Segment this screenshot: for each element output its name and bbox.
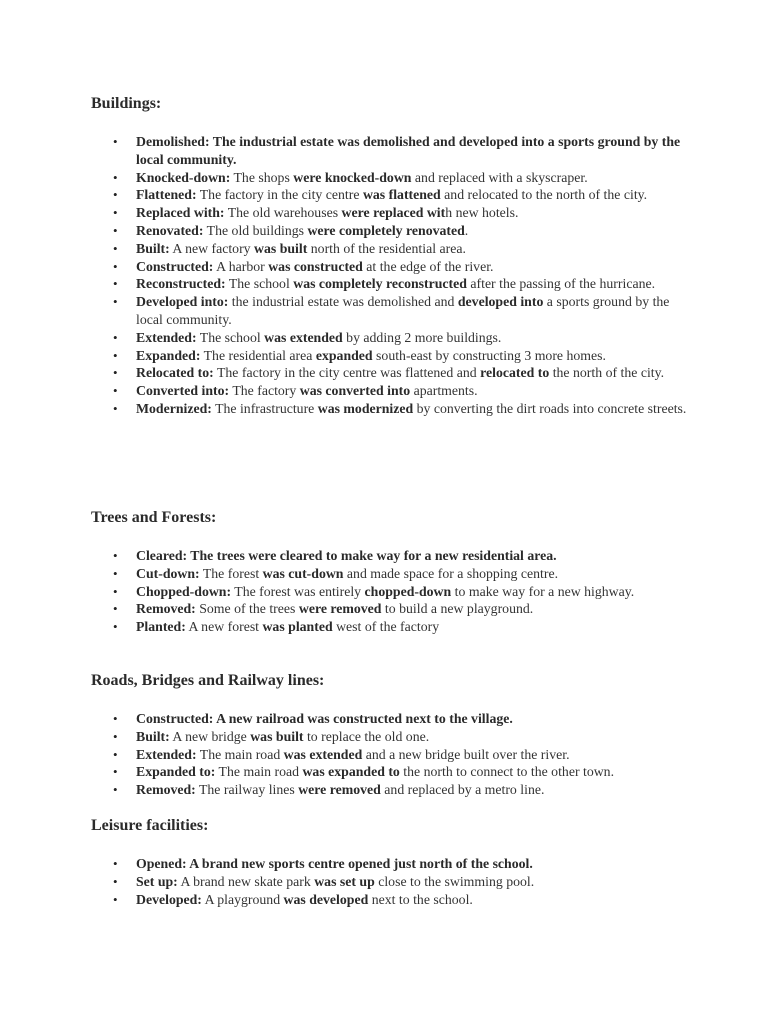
bold-text: Demolished: The industrial estate was demolished and developed into a sports ground by the local community. bbox=[136, 134, 681, 167]
bold-text: was cut-down bbox=[262, 565, 344, 581]
bold-text: Set up: bbox=[136, 873, 178, 889]
bold-text: Developed: bbox=[136, 891, 202, 907]
body-text: The main road bbox=[215, 764, 303, 780]
bold-text: were replaced wit bbox=[341, 205, 446, 221]
bold-text: was flattened bbox=[362, 187, 441, 203]
bold-text: was built bbox=[250, 728, 304, 744]
bullet-list bbox=[91, 855, 691, 908]
body-text: apartments. bbox=[410, 383, 478, 399]
body-text: next to the school. bbox=[368, 891, 473, 907]
body-text: Some of the trees bbox=[195, 601, 299, 617]
bold-text: Built: bbox=[136, 240, 170, 256]
bold-text: Expanded to: bbox=[136, 764, 216, 780]
bold-text: expanded bbox=[315, 347, 373, 363]
bold-text: was set up bbox=[314, 873, 375, 889]
body-text: The old buildings bbox=[203, 222, 308, 238]
body-text: The residential area bbox=[200, 347, 316, 363]
body-text: A brand new skate park bbox=[177, 873, 315, 889]
bold-text: was extended bbox=[264, 329, 343, 345]
section-heading: Trees and Forests: bbox=[91, 509, 217, 526]
list-item bbox=[91, 275, 691, 293]
body-text: The main road bbox=[196, 746, 284, 762]
body-text: . bbox=[464, 222, 469, 238]
bold-text: was completely reconstructed bbox=[293, 276, 467, 292]
list-item bbox=[91, 169, 691, 187]
bold-text: was extended bbox=[283, 746, 363, 762]
body-text: by adding 2 more buildings. bbox=[342, 329, 502, 345]
body-text: to build a new playground. bbox=[381, 601, 534, 617]
body-text: A new bridge bbox=[169, 728, 251, 744]
body-text: the industrial estate was demolished and bbox=[228, 294, 458, 310]
section-roads-bridges-railway bbox=[91, 671, 691, 799]
bold-text: was built bbox=[254, 240, 308, 256]
bold-text: was modernized bbox=[317, 400, 414, 416]
list-item bbox=[91, 873, 691, 891]
section-heading: Leisure facilities: bbox=[91, 817, 209, 834]
body-text: The factory in the city centre was flattened and bbox=[213, 365, 481, 381]
bold-text: were knocked-down bbox=[293, 169, 412, 185]
list-item bbox=[91, 891, 691, 909]
list-item bbox=[91, 364, 691, 382]
section-trees-and-forests bbox=[91, 508, 691, 636]
bold-text: Chopped-down: bbox=[136, 583, 232, 599]
bold-text: Converted into: bbox=[136, 383, 230, 399]
bold-text: Extended: bbox=[136, 329, 197, 345]
bold-text: was developed bbox=[283, 891, 369, 907]
body-text: to make way for a new highway. bbox=[451, 583, 635, 599]
bold-text: was planted bbox=[262, 619, 333, 635]
list-item bbox=[91, 293, 691, 329]
body-text: The shops bbox=[230, 169, 294, 185]
body-text: and replaced by a metro line. bbox=[380, 782, 545, 798]
bold-text: Constructed: A new railroad was constructed next to the village. bbox=[136, 711, 513, 726]
list-item bbox=[91, 763, 691, 781]
body-text: and a new bridge built over the river. bbox=[362, 746, 570, 762]
bold-text: Developed into: bbox=[136, 294, 229, 310]
bold-text: developed into bbox=[457, 294, 544, 310]
bold-text: Constructed: bbox=[136, 258, 214, 274]
bold-text: Extended: bbox=[136, 746, 197, 762]
body-text: the north to connect to the other town. bbox=[399, 764, 615, 780]
bold-text: Flattened: bbox=[136, 187, 197, 203]
list-item bbox=[91, 746, 691, 764]
bold-text: Cleared: The trees were cleared to make way for a new residential area. bbox=[136, 548, 557, 563]
bold-text: was expanded to bbox=[302, 764, 400, 780]
bold-text: Knocked-down: bbox=[136, 169, 231, 185]
list-item bbox=[91, 258, 691, 276]
list-item bbox=[91, 618, 691, 636]
list-item bbox=[91, 710, 691, 728]
list-item bbox=[91, 222, 691, 240]
body-text: A new forest bbox=[185, 619, 263, 635]
list-item bbox=[91, 565, 691, 583]
bullet-list bbox=[91, 547, 691, 636]
bold-text: Removed: bbox=[136, 782, 196, 798]
bold-text: Removed: bbox=[136, 601, 196, 617]
section-heading: Buildings: bbox=[91, 95, 162, 112]
body-text: and relocated to the north of the city. bbox=[440, 187, 648, 203]
bullet-list bbox=[91, 133, 691, 418]
list-item bbox=[91, 240, 691, 258]
bullet-list bbox=[91, 710, 691, 799]
bold-text: Opened: A brand new sports centre opened just north of the school. bbox=[136, 856, 533, 871]
list-item bbox=[91, 133, 691, 169]
body-text: at the edge of the river. bbox=[362, 258, 494, 274]
list-item bbox=[91, 400, 691, 418]
body-text: by converting the dirt roads into concrete streets. bbox=[413, 400, 687, 416]
bold-text: Built: bbox=[136, 728, 170, 744]
section-leisure-facilities bbox=[91, 816, 691, 908]
bold-text: Renovated: bbox=[136, 222, 204, 238]
body-text: The factory in the city centre bbox=[196, 187, 363, 203]
body-text: north of the residential area. bbox=[307, 240, 466, 256]
body-text: west of the factory bbox=[332, 619, 440, 635]
list-item bbox=[91, 855, 691, 873]
body-text: the north of the city. bbox=[549, 365, 665, 381]
bold-text: Relocated to: bbox=[136, 365, 214, 381]
list-item bbox=[91, 382, 691, 400]
body-text: and made space for a shopping centre. bbox=[343, 565, 559, 581]
body-text: The forest was entirely bbox=[231, 583, 365, 599]
body-text: The old warehouses bbox=[224, 205, 342, 221]
bold-text: was constructed bbox=[268, 258, 363, 274]
bold-text: Modernized: bbox=[136, 400, 212, 416]
bold-text: chopped-down bbox=[364, 583, 452, 599]
bold-text: were removed bbox=[298, 782, 381, 798]
body-text: The factory bbox=[229, 383, 300, 399]
bold-text: Cut-down: bbox=[136, 565, 200, 581]
bold-text: were completely renovated bbox=[307, 222, 465, 238]
body-text: A new factory bbox=[169, 240, 255, 256]
section-buildings bbox=[91, 94, 691, 418]
body-text: A playground bbox=[201, 891, 284, 907]
list-item bbox=[91, 186, 691, 204]
list-item bbox=[91, 329, 691, 347]
body-text: The railway lines bbox=[195, 782, 299, 798]
body-text: south-east by constructing 3 more homes. bbox=[372, 347, 606, 363]
bold-text: were removed bbox=[298, 601, 382, 617]
body-text: close to the swimming pool. bbox=[374, 873, 535, 889]
section-heading: Roads, Bridges and Railway lines: bbox=[91, 672, 325, 689]
bold-text: Expanded: bbox=[136, 347, 201, 363]
body-text: The infrastructure bbox=[211, 400, 318, 416]
bold-text: was converted into bbox=[299, 383, 411, 399]
list-item bbox=[91, 728, 691, 746]
body-text: after the passing of the hurricane. bbox=[466, 276, 656, 292]
list-item bbox=[91, 347, 691, 365]
body-text: h new hotels. bbox=[445, 205, 519, 221]
list-item bbox=[91, 600, 691, 618]
body-text: to replace the old one. bbox=[303, 728, 430, 744]
body-text: a sports ground by the local community. bbox=[136, 294, 670, 327]
list-item bbox=[91, 204, 691, 222]
body-text: The forest bbox=[199, 565, 263, 581]
body-text: The school bbox=[196, 329, 265, 345]
bold-text: Planted: bbox=[136, 619, 186, 635]
bold-text: Replaced with: bbox=[136, 205, 225, 221]
body-text: A harbor bbox=[213, 258, 269, 274]
list-item bbox=[91, 583, 691, 601]
list-item bbox=[91, 781, 691, 799]
list-item bbox=[91, 547, 691, 565]
bold-text: relocated to bbox=[480, 365, 550, 381]
body-text: and replaced with a skyscraper. bbox=[411, 169, 588, 185]
body-text: The school bbox=[225, 276, 294, 292]
bold-text: Reconstructed: bbox=[136, 276, 226, 292]
